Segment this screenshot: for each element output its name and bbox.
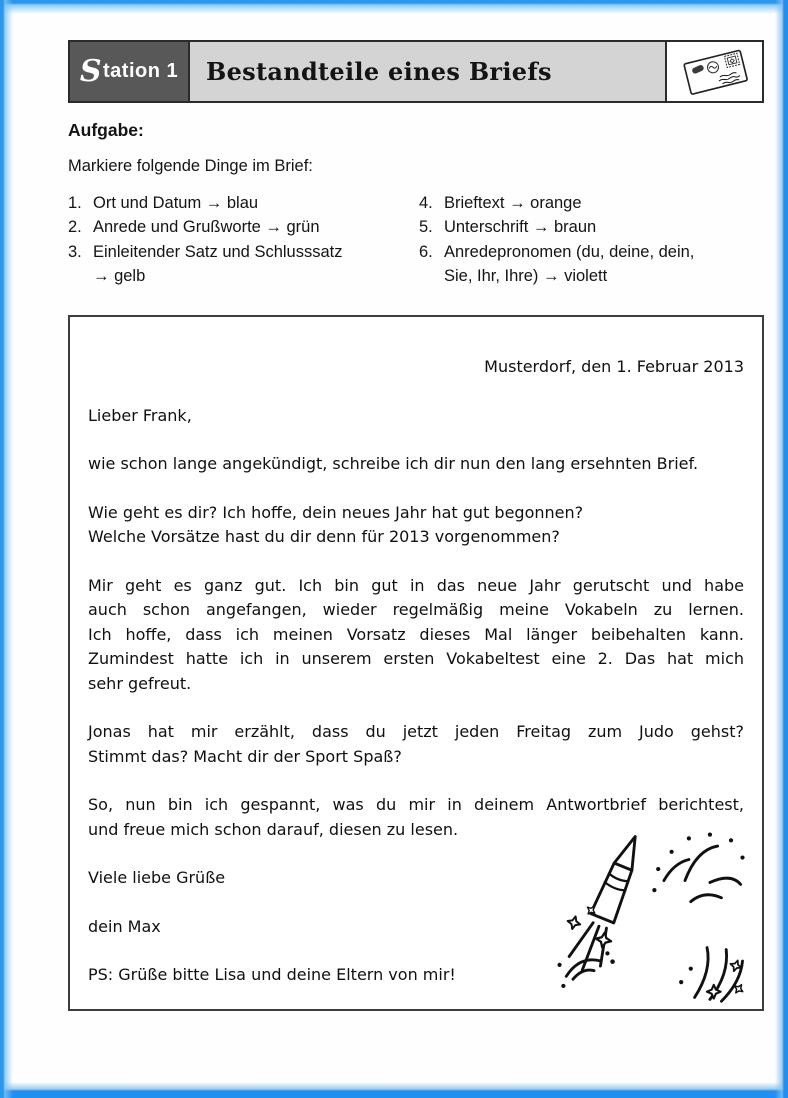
- item-text: Unterschrift → braun: [443, 218, 597, 237]
- letter-line: sehr gefreut.: [88, 673, 192, 693]
- item-number: 5.: [418, 218, 433, 237]
- station-label: tation 1: [103, 60, 179, 82]
- frame-edge-right: [775, 0, 788, 1098]
- letter-line: So, nun bin ich gespannt, was du mir in deinem Antwortbrief berichtest,: [88, 795, 744, 814]
- item-text: Ort und Datum → blau: [93, 194, 259, 212]
- item-number: 2.: [68, 218, 82, 237]
- list-item: [419, 240, 748, 289]
- item-text: Brieftext → orange: [443, 194, 582, 212]
- station-label-box: [68, 40, 190, 103]
- letter-date-line: Musterdorf, den 1. Februar 2013: [484, 357, 744, 376]
- item-number: 4.: [418, 194, 433, 212]
- letter-paragraph-questions: [88, 501, 744, 550]
- letter-closing: Viele liebe Grüße: [88, 868, 226, 887]
- letter-paragraph-intro: [88, 452, 744, 477]
- letter-line: und freue mich schon darauf, diesen zu lesen.: [88, 819, 459, 839]
- letter-line: Stimmt das? Macht dir der Sport Spaß?: [88, 746, 402, 766]
- sample-letter-box: [68, 315, 764, 1011]
- letter-ps: PS: Grüße bitte Lisa und deine Eltern von mir!: [88, 965, 456, 984]
- letter-signature: dein Max: [88, 916, 161, 936]
- firework-rocket-icon: [549, 825, 754, 1007]
- list-item: [68, 240, 419, 289]
- task-heading: Aufgabe:: [68, 120, 144, 140]
- station-initial: S: [79, 53, 103, 89]
- frame-edge-top: [0, 0, 788, 14]
- worksheet-title-box: [190, 40, 665, 103]
- task-list-left-column: [68, 191, 419, 288]
- letter-line: Mir geht es ganz gut. Ich bin gut in das neue Jahr gerutscht und habe: [88, 575, 744, 595]
- item-text-line1: Einleitender Satz und Schlusssatz: [93, 242, 343, 261]
- letter-line: Wie geht es dir? Ich hoffe, dein neues Jahr hat gut begonnen?: [88, 502, 584, 522]
- letter-line: Zumindest hatte ich in unserem ersten Vokabeltest eine 2. Das hat mich: [88, 649, 744, 668]
- letter-line: auch schon angefangen, wieder regelmäßig meine Vokabeln zu lernen.: [88, 600, 744, 619]
- item-text: [444, 240, 748, 289]
- list-item: [419, 191, 748, 215]
- letter-line: Jonas hat mir erzählt, dass du jetzt jeden Freitag zum Judo gehst?: [88, 722, 744, 741]
- letter-paragraph-news: [88, 574, 744, 697]
- letter-line: Ich hoffe, dass ich meinen Vorsatz dieses Mal länger beibehalten kann.: [88, 624, 744, 644]
- envelope-icon: [671, 43, 759, 100]
- task-list-right-column: [419, 191, 748, 288]
- task-section: [68, 120, 748, 288]
- task-list: [68, 191, 748, 288]
- list-item: [419, 215, 748, 239]
- letter-salutation: Lieber Frank,: [88, 405, 192, 425]
- item-text-line1: Anredepronomen (du, deine, dein,: [443, 242, 695, 261]
- item-number: 3.: [68, 242, 82, 261]
- letter-line: Welche Vorsätze hast du dir denn für 2013 vorgenommen?: [88, 527, 560, 546]
- item-text: [93, 240, 419, 289]
- item-number: 1.: [68, 194, 82, 212]
- item-text: Anrede und Grußworte → grün: [93, 218, 320, 237]
- envelope-icon-box: [665, 40, 764, 103]
- letter-line: wie schon lange angekündigt, schreibe ich dir nun den lang ersehnten Brief.: [88, 454, 699, 473]
- item-text-line2: → gelb: [93, 266, 146, 285]
- frame-edge-bottom: [0, 1082, 788, 1098]
- item-number: 6.: [418, 242, 433, 261]
- letter-paragraph-judo: [88, 720, 744, 769]
- item-text-line2: Sie, Ihr, Ihre) → violett: [443, 266, 608, 285]
- page-title: Bestandteile eines Briefs: [206, 57, 552, 86]
- header-banner: [68, 40, 764, 103]
- list-item: [68, 191, 419, 215]
- list-item: [68, 215, 419, 239]
- task-instruction: Markiere folgende Dinge im Brief:: [68, 157, 313, 175]
- frame-edge-left: [0, 0, 13, 1098]
